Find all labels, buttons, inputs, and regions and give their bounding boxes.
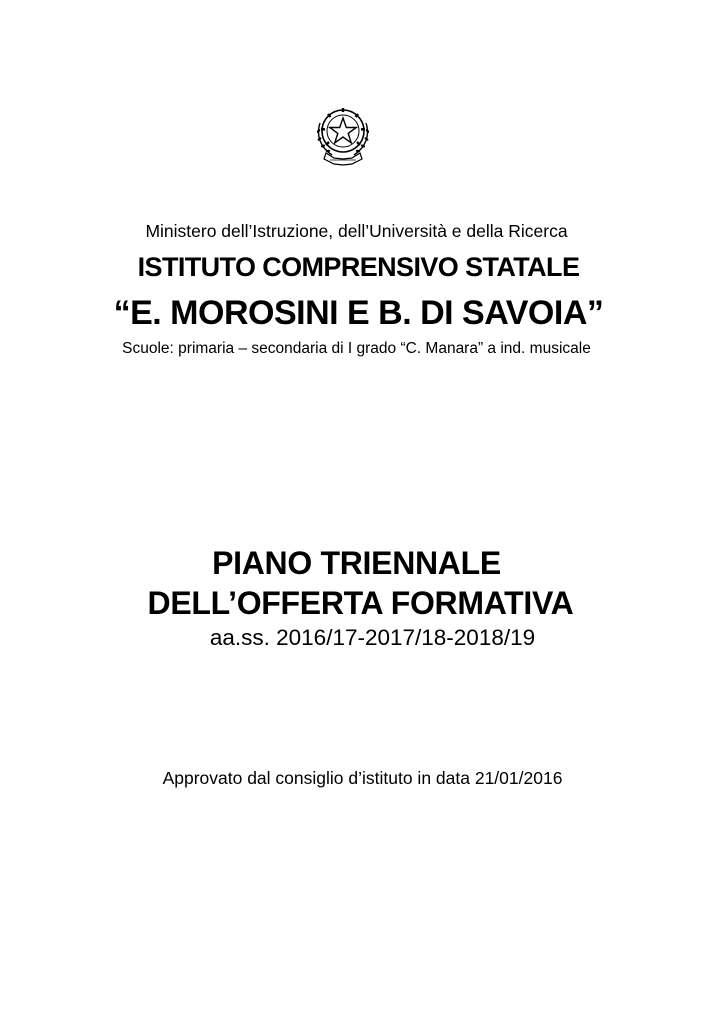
school-type-heading: ISTITUTO COMPRENSIVO STATALE: [137, 252, 580, 282]
school-name-heading: “E. MOROSINI E B. DI SAVOIA”: [113, 294, 604, 332]
document-title-line-2: DELL’OFFERTA FORMATIVA: [147, 585, 574, 621]
school-years: aa.ss. 2016/17-2017/18-2018/19: [209, 625, 536, 650]
italian-republic-emblem-icon: [312, 101, 374, 167]
approval-note: Approvato dal consiglio d’istituto in data 21/01/2016: [162, 768, 563, 788]
document-title-line-1: PIANO TRIENNALE: [212, 545, 501, 581]
schools-subtitle: Scuole: primaria – secondaria di I grado “C. Manara” a ind. musicale: [122, 340, 591, 357]
ministry-name: Ministero dell’Istruzione, dell’Università e della Ricerca: [145, 221, 568, 241]
